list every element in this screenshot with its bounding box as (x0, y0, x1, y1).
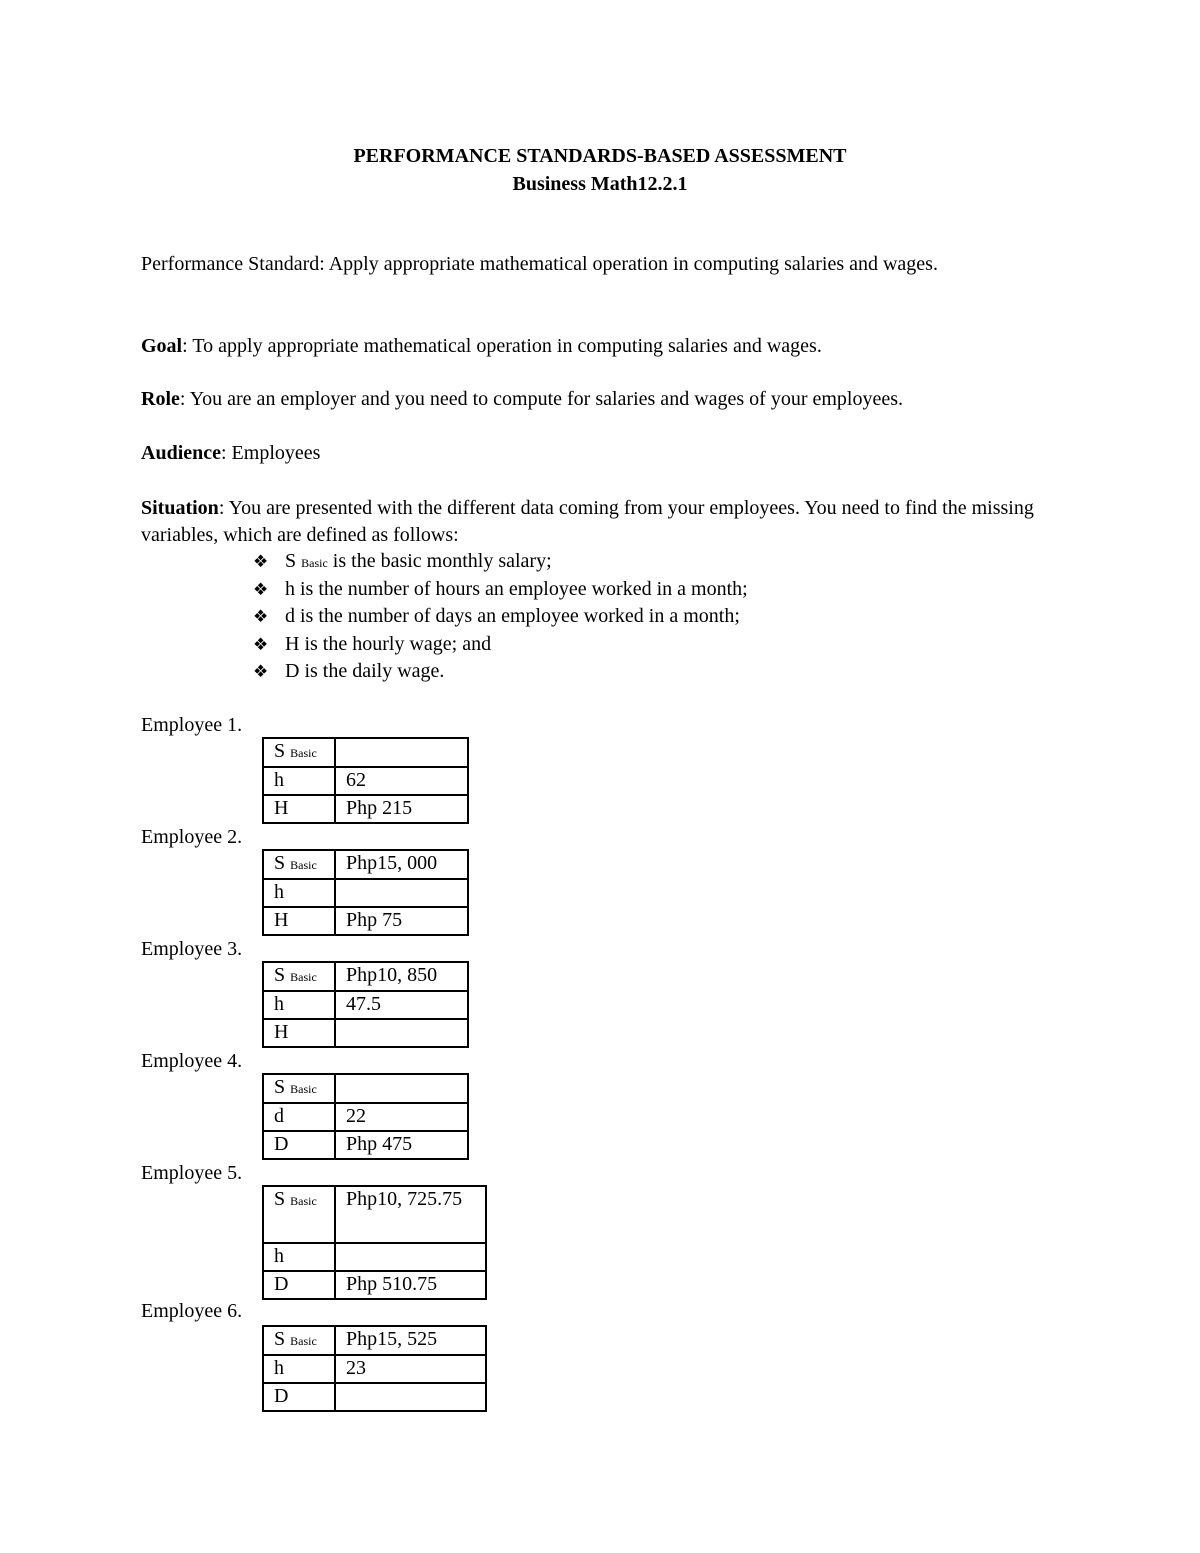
value-cell: Php 475 (335, 1131, 468, 1159)
variable-cell (263, 907, 335, 935)
variable-cell (263, 1326, 335, 1355)
value-cell (335, 1019, 468, 1047)
employee-data-table (262, 1073, 469, 1160)
table-row (263, 879, 468, 907)
variable-cell (263, 1131, 335, 1159)
variable-symbol: S (274, 964, 286, 986)
variable-symbol: D (274, 1273, 289, 1295)
variable-cell (263, 1186, 335, 1243)
variable-symbol: D (274, 1385, 289, 1407)
variable-symbol: d (274, 1105, 284, 1127)
variable-cell (263, 1355, 335, 1383)
table-row (263, 1186, 486, 1243)
variable-definition-item (253, 631, 748, 659)
variable-symbol: d (285, 605, 295, 627)
table-row (263, 1271, 486, 1299)
variable-symbol: S (285, 550, 297, 572)
variable-cell (263, 1103, 335, 1131)
variable-symbol: D (274, 1133, 289, 1155)
variable-cell (263, 879, 335, 907)
document-subtitle: Business Math12.2.1 (512, 173, 688, 195)
value-cell: 23 (335, 1355, 486, 1383)
value-cell: 22 (335, 1103, 468, 1131)
variable-cell (263, 1243, 335, 1271)
table-row (263, 962, 468, 991)
table-row (263, 1131, 468, 1159)
table-row (263, 991, 468, 1019)
variable-symbol: h (274, 769, 284, 791)
table-row (263, 1383, 486, 1411)
employee-label: Employee 5. (141, 1162, 243, 1184)
table-row (263, 795, 468, 823)
variable-cell (263, 795, 335, 823)
variable-cell (263, 962, 335, 991)
employee-label: Employee 3. (141, 938, 243, 960)
variable-symbol: H (285, 632, 300, 655)
variable-description: is the daily wage. (299, 660, 445, 682)
variable-description: is the basic monthly salary; (327, 550, 552, 572)
goal-text: : To apply appropriate mathematical operation in computing salaries and wages. (182, 335, 822, 357)
value-cell: Php 510.75 (335, 1271, 486, 1299)
variable-definition-item (253, 658, 748, 686)
table-row (263, 1355, 486, 1383)
goal-label: Goal (141, 335, 183, 357)
value-cell: 62 (335, 767, 468, 795)
diamond-bullet-icon: ❖ (253, 662, 269, 681)
variable-symbol: h (274, 993, 284, 1015)
variable-description: is the number of days an employee worked in a month; (295, 605, 740, 627)
variable-symbol: h (274, 1357, 284, 1379)
value-cell: Php15, 000 (335, 850, 468, 879)
variable-subscript: Basic (290, 1082, 317, 1096)
value-cell (335, 879, 468, 907)
variable-symbol: S (274, 740, 286, 762)
variable-definition-item (253, 576, 748, 604)
document-title: PERFORMANCE STANDARDS-BASED ASSESSMENT (353, 145, 847, 167)
employee-data-table (262, 1185, 487, 1300)
employee-data-table (262, 961, 469, 1048)
situation-paragraph (141, 495, 1061, 549)
variable-symbol: H (274, 1021, 289, 1043)
variable-cell (263, 1074, 335, 1103)
variable-description: is the hourly wage; and (299, 632, 492, 655)
variable-cell (263, 850, 335, 879)
variable-definition-item (253, 603, 748, 631)
role-text: : You are an employer and you need to compute for salaries and wages of your employees. (179, 388, 904, 410)
audience-paragraph (141, 440, 1061, 467)
variable-definition-list (253, 548, 748, 686)
variable-subscript: Basic (290, 858, 317, 872)
variable-symbol: D (285, 660, 300, 682)
employee-label: Employee 4. (141, 1050, 243, 1072)
variable-subscript: Basic (290, 746, 317, 760)
variable-symbol: S (274, 852, 286, 874)
table-row (263, 1243, 486, 1271)
variable-symbol: h (274, 881, 284, 903)
performance-standard: Performance Standard: Apply appropriate mathematical operation in computing salaries and wages. (141, 253, 938, 275)
table-row (263, 1074, 468, 1103)
table-row (263, 1326, 486, 1355)
value-cell: Php10, 725.75 (335, 1186, 486, 1243)
audience-text: : Employees (221, 442, 321, 464)
variable-cell (263, 738, 335, 767)
employee-label: Employee 2. (141, 826, 243, 848)
value-cell (335, 1383, 486, 1411)
variable-cell (263, 991, 335, 1019)
audience-label: Audience (141, 442, 221, 464)
table-row (263, 907, 468, 935)
variable-cell (263, 1019, 335, 1047)
role-label: Role (141, 388, 180, 410)
employee-data-table (262, 849, 469, 936)
variable-symbol: S (274, 1076, 286, 1098)
variable-cell (263, 1383, 335, 1411)
variable-symbol: h (285, 577, 295, 600)
variable-symbol: S (274, 1328, 286, 1350)
value-cell: Php10, 850 (335, 962, 468, 991)
diamond-bullet-icon: ❖ (253, 634, 269, 654)
table-row (263, 1103, 468, 1131)
role-paragraph (141, 386, 1061, 413)
variable-subscript: Basic (290, 1334, 317, 1348)
variable-subscript: Basic (290, 1194, 317, 1208)
table-row (263, 767, 468, 795)
value-cell: Php15, 525 (335, 1326, 486, 1355)
table-row (263, 1019, 468, 1047)
diamond-bullet-icon: ❖ (253, 579, 269, 599)
employee-label: Employee 6. (141, 1300, 243, 1322)
variable-symbol: H (274, 797, 289, 819)
value-cell (335, 738, 468, 767)
table-row (263, 850, 468, 879)
employee-data-table (262, 1325, 487, 1412)
variable-description: is the number of hours an employee worked in a month; (295, 577, 748, 600)
diamond-bullet-icon: ❖ (253, 552, 269, 571)
variable-subscript: Basic (301, 556, 328, 570)
variable-cell (263, 1271, 335, 1299)
value-cell: 47.5 (335, 991, 468, 1019)
value-cell (335, 1243, 486, 1271)
variable-symbol: H (274, 909, 289, 931)
variable-symbol: S (274, 1188, 286, 1210)
table-row (263, 738, 468, 767)
variable-definition-item (253, 548, 748, 576)
variable-symbol: h (274, 1245, 284, 1267)
employee-label: Employee 1. (141, 714, 243, 736)
diamond-bullet-icon: ❖ (253, 607, 269, 626)
variable-cell (263, 767, 335, 795)
value-cell: Php 215 (335, 795, 468, 823)
situation-label: Situation (141, 497, 219, 519)
situation-text: : You are presented with the different data coming from your employees. You need to find the missing variables, which are defined as follows: (141, 497, 1034, 546)
variable-subscript: Basic (290, 970, 317, 984)
employee-data-table (262, 737, 469, 824)
value-cell: Php 75 (335, 907, 468, 935)
value-cell (335, 1074, 468, 1103)
goal-paragraph (141, 333, 1061, 360)
